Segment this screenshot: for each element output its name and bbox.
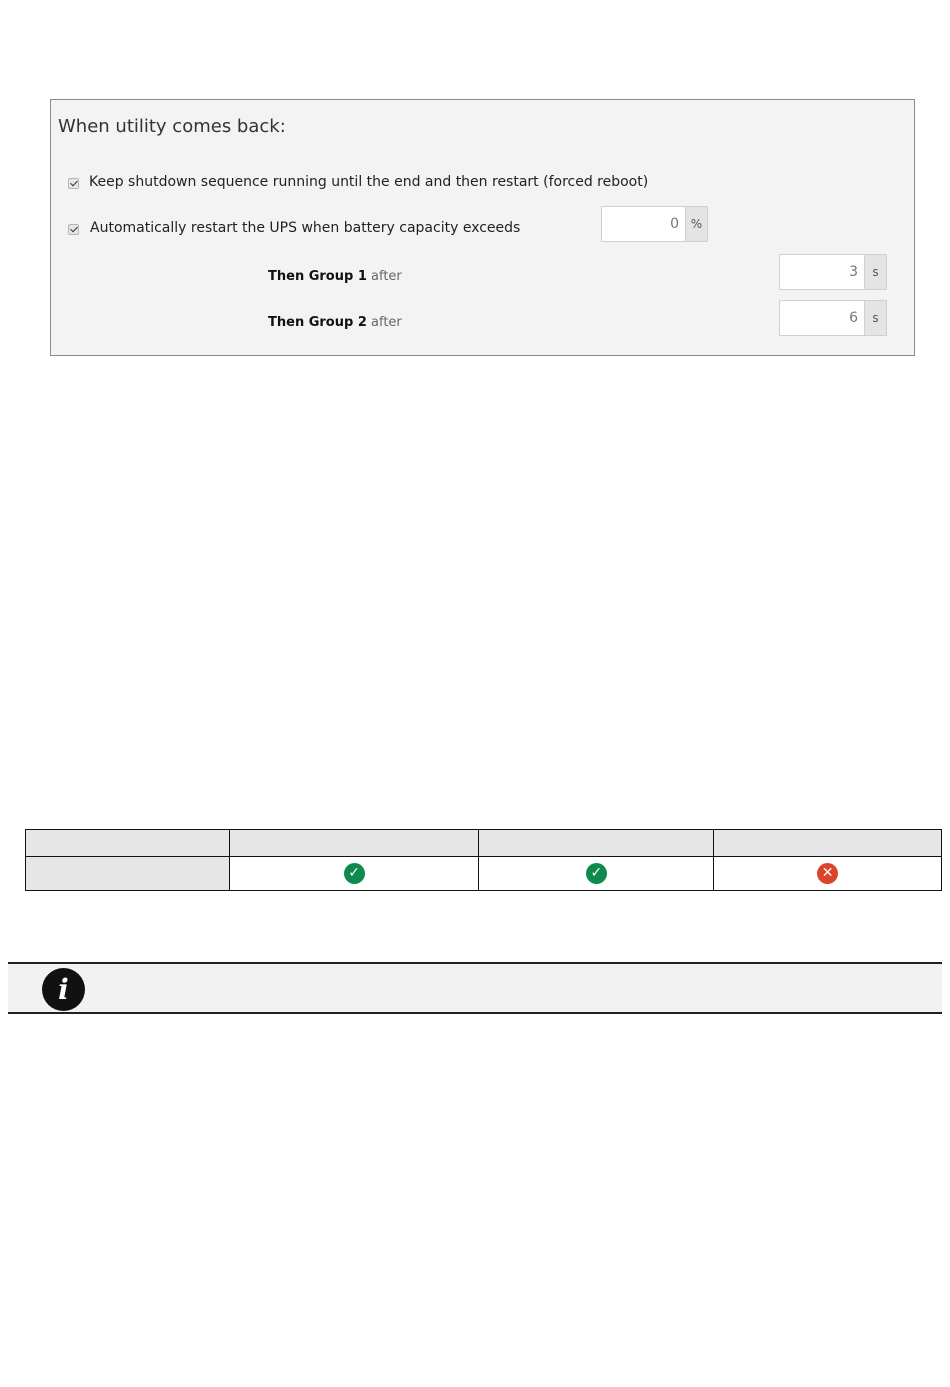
table-header-cell [26, 830, 230, 857]
group-1-delay-input[interactable]: 3 [779, 254, 865, 290]
table-cell [479, 857, 714, 891]
battery-capacity-input[interactable]: 0 [601, 206, 686, 242]
cross-icon: ✕ [817, 863, 838, 884]
info-icon: i [42, 968, 85, 1011]
check-icon: ✓ [344, 863, 365, 884]
table-row-label [26, 857, 230, 891]
group-2-delay-input[interactable]: 6 [779, 300, 865, 336]
forced-reboot-label: Keep shutdown sequence running until the end and then restart (forced reboot) [89, 174, 649, 190]
table-header-cell [714, 830, 942, 857]
utility-return-panel [50, 99, 915, 356]
auto-restart-checkbox[interactable] [68, 224, 79, 235]
table-cell [229, 857, 479, 891]
group-2-label [268, 315, 402, 330]
group-1-label [268, 269, 402, 284]
group-2-name: Then Group 2 [268, 315, 367, 330]
table-cell [714, 857, 942, 891]
table-header-cell [229, 830, 479, 857]
group-1-suffix: after [371, 269, 402, 284]
group-1-name: Then Group 1 [268, 269, 367, 284]
table-row [26, 857, 942, 891]
table-header-row [26, 830, 942, 857]
group-1-delay-unit: s [865, 254, 887, 290]
check-icon: ✓ [586, 863, 607, 884]
group-2-suffix: after [371, 315, 402, 330]
battery-capacity-unit: % [686, 206, 708, 242]
group-2-delay-unit: s [865, 300, 887, 336]
compatibility-table [25, 829, 942, 891]
table-header-cell [479, 830, 714, 857]
forced-reboot-checkbox[interactable] [68, 178, 79, 189]
auto-restart-label: Automatically restart the UPS when battery capacity exceeds [90, 220, 521, 236]
note-banner [8, 962, 942, 1014]
panel-title: When utility comes back: [58, 116, 286, 137]
